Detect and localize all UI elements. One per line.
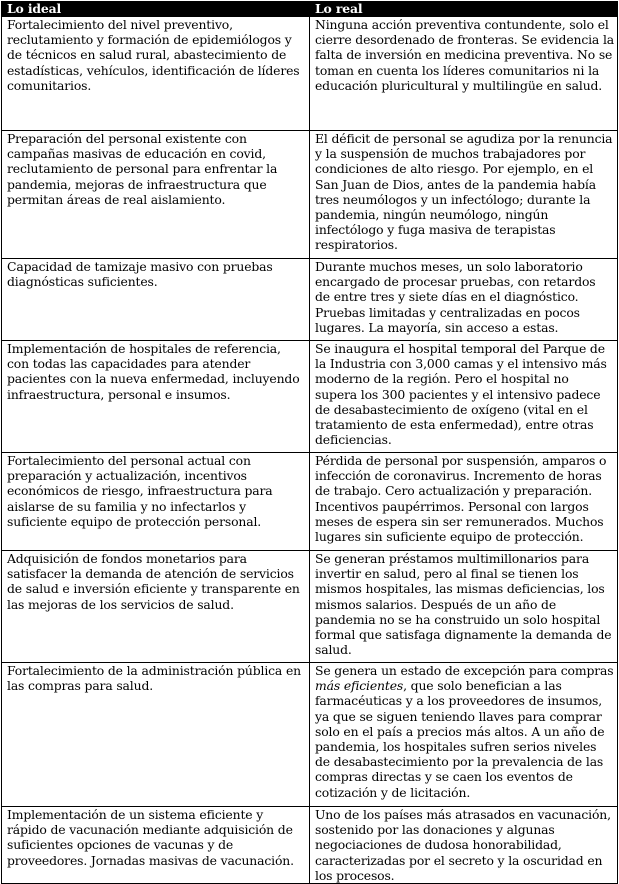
- cell-ideal: Implementación de un sistema eficiente y rápido de vacunación mediante adquisición de suficientes opciones de vacunas y de proveedores. Jornadas masivas de vacunación.: [2, 807, 310, 884]
- cell-ideal: Fortalecimiento del personal actual con preparación y actualización, incentivos económicos de riesgo, infraestructura para aislarse de su familia y no infectarlos y suficiente equipo de protección personal.: [2, 453, 310, 551]
- cell-real: El déficit de personal se agudiza por la renuncia y la suspensión de muchos trabajadores por condiciones de alto riesgo. Por ejemplo, en el San Juan de Dios, antes de la pandemia había tres neumólogos y un infectólogo; durante la pandemia, ningún neumólogo, ningún infectólogo y fuga masiva de terapistas respiratorios.: [310, 131, 618, 259]
- cell-real: Pérdida de personal por suspensión, amparos o infección de coronavirus. Incremento de horas de trabajo. Cero actualización y preparación. Incentivos paupérrimos. Personal con largos meses de espera sin ser remunerados. Muchos lugares sin suficiente equipo de protección.: [310, 453, 618, 551]
- cell-real: [310, 663, 618, 807]
- table-row: [2, 259, 618, 341]
- cell-real-text-start: Se genera un estado de excepción para compras: [315, 663, 614, 678]
- table-row: [2, 807, 618, 884]
- cell-real: Se inaugura el hospital temporal del Parque de la Industria con 3,000 camas y el intensivo más moderno de la región. Pero el hospital no supera los 300 pacientes y el intensivo padece de desabastecimiento de oxígeno (vital en el tratamiento de esta enfermedad), entre otras deficiencias.: [310, 341, 618, 453]
- cell-ideal: Fortalecimiento del nivel preventivo, reclutamiento y formación de epidemiólogos y de técnicos en salud rural, abastecimiento de estadísticas, vehículos, identificación de líderes comunitarios.: [2, 17, 310, 131]
- table-row: [2, 17, 618, 131]
- table-row: [2, 551, 618, 663]
- table-row: [2, 341, 618, 453]
- comparison-table: [1, 1, 618, 884]
- header-row: [2, 2, 618, 17]
- cell-real: Ninguna acción preventiva contundente, solo el cierre desordenado de fronteras. Se evidencia la falta de inversión en medicina preventiva. No se toman en cuenta los líderes comunitarios ni la educación pluricultural y multilingüe en salud.: [310, 17, 618, 131]
- cell-ideal: Capacidad de tamizaje masivo con pruebas diagnósticas suficientes.: [2, 259, 310, 341]
- table-row: [2, 663, 618, 807]
- header-ideal: Lo ideal: [2, 2, 310, 17]
- cell-real: Durante muchos meses, un solo laboratorio encargado de procesar pruebas, con retardos de entre tres y siete días en el diagnóstico. Pruebas limitadas y centralizadas en pocos lugares. La mayoría, sin acceso a estas.: [310, 259, 618, 341]
- cell-real-text-end: , que solo benefician a las farmacéuticas y a los proveedores de insumos, ya que se siguen teniendo llaves para comprar solo en el país a precios más altos. A un año de pandemia, los hospitales sufren serios niveles de desabastecimiento por la prevalencia de las compras directas y se caen los eventos de cotización y de licitación.: [315, 678, 605, 800]
- cell-ideal: Adquisición de fondos monetarios para satisfacer la demanda de atención de servicios de salud e inversión eficiente y transparente en las mejoras de los servicios de salud.: [2, 551, 310, 663]
- cell-ideal: Preparación del personal existente con campañas masivas de educación en covid, reclutamiento de personal para enfrentar la pandemia, mejoras de infraestructura que permitan áreas de real aislamiento.: [2, 131, 310, 259]
- cell-real: Uno de los países más atrasados en vacunación, sostenido por las donaciones y algunas negociaciones de dudosa honorabilidad, caracterizadas por el secreto y la oscuridad en los procesos.: [310, 807, 618, 884]
- cell-ideal: Fortalecimiento de la administración pública en las compras para salud.: [2, 663, 310, 807]
- header-real: Lo real: [310, 2, 618, 17]
- cell-ideal: Implementación de hospitales de referencia, con todas las capacidades para atender pacientes con la nueva enfermedad, incluyendo infraestructura, personal e insumos.: [2, 341, 310, 453]
- table-row: [2, 453, 618, 551]
- cell-real-emphasis: más eficientes: [315, 678, 404, 694]
- table-row: [2, 131, 618, 259]
- cell-real: Se generan préstamos multimillonarios para invertir en salud, pero al final se tienen los mismos hospitales, las mismas deficiencias, los mismos salarios. Después de un año de pandemia no se ha construido un solo hospital formal que satisfaga dignamente la demanda de salud.: [310, 551, 618, 663]
